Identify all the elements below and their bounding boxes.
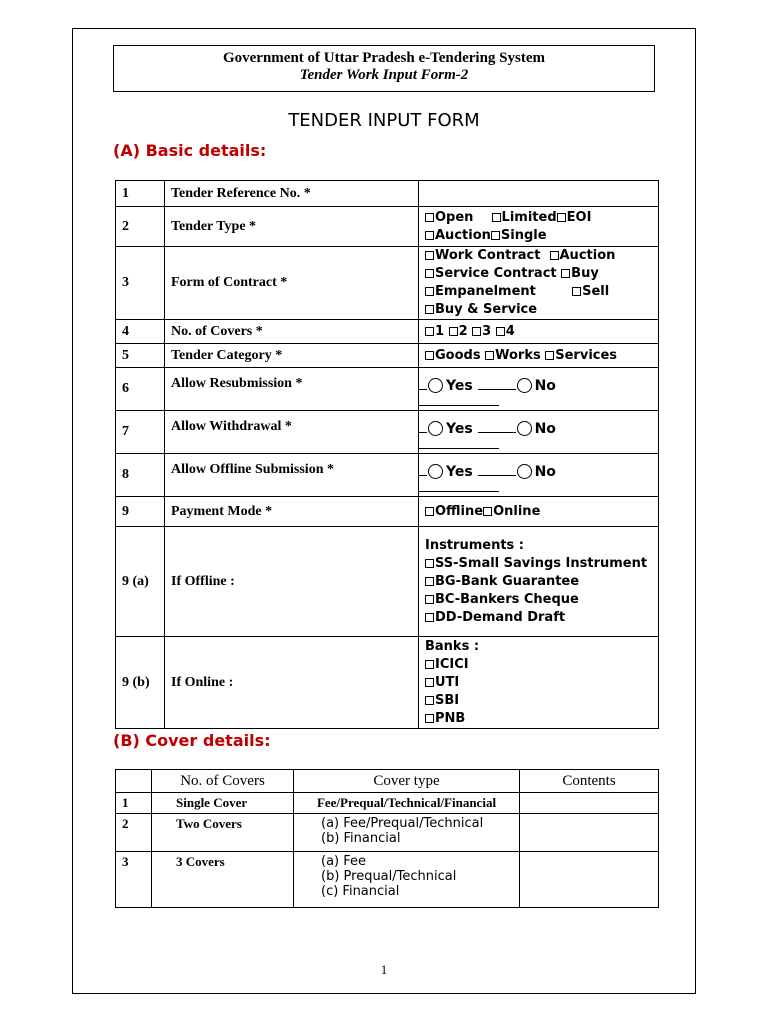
checkbox-icon [425, 327, 434, 336]
contents-cell [520, 814, 659, 852]
option-label: 1 [435, 323, 445, 339]
row-label: Tender Type * [165, 207, 419, 247]
checkbox-icon [425, 696, 434, 705]
checkbox-icon [483, 507, 492, 516]
checkbox-icon [425, 613, 434, 622]
checkbox-icon [496, 327, 505, 336]
option-label: 2 [458, 323, 468, 339]
option-label: Goods [435, 347, 481, 363]
covers-options [419, 320, 659, 344]
option-label: Auction [435, 227, 491, 243]
checkbox-icon [425, 559, 434, 568]
document-header [113, 45, 655, 92]
row-label: No. of Covers * [165, 320, 419, 344]
table-row [116, 344, 659, 368]
checkbox-auction[interactable] [550, 248, 616, 263]
checkbox-empanelment[interactable] [425, 284, 536, 299]
tender-type-options [419, 207, 659, 247]
table-row [116, 637, 659, 729]
checkbox-icon [425, 678, 434, 687]
checkbox-uti[interactable] [425, 675, 459, 690]
row-number: 9 (a) [116, 527, 165, 637]
option-label: EOI [566, 209, 592, 225]
option-label: Services [555, 347, 618, 363]
covers-cell: 3 Covers [152, 852, 294, 908]
table-row [116, 814, 659, 852]
radio-yes[interactable] [427, 464, 473, 480]
option-label: Yes [446, 464, 473, 480]
covers-cell: Single Cover [152, 793, 294, 814]
table-row [116, 368, 659, 411]
table-header-row [116, 770, 659, 793]
option-label: Yes [446, 421, 473, 437]
checkbox-icon [472, 327, 481, 336]
option-label: 3 [482, 323, 492, 339]
radio-yes[interactable] [427, 421, 473, 437]
row-number: 9 (b) [116, 637, 165, 729]
cover-details-table [115, 769, 659, 908]
checkbox-works[interactable] [485, 348, 541, 363]
option-label: No [534, 378, 556, 394]
table-row [116, 793, 659, 814]
option-label: Limited [501, 209, 557, 225]
row-number: 2 [116, 814, 152, 852]
tender-category-options [419, 344, 659, 368]
basic-details-table [115, 180, 659, 729]
cover-type-cell [294, 814, 520, 852]
checkbox-sbi[interactable] [425, 693, 459, 708]
row-label: Tender Category * [165, 344, 419, 368]
checkbox-icon [425, 714, 434, 723]
section-b-title: (B) Cover details: [113, 731, 271, 750]
radio-yes[interactable] [427, 378, 473, 394]
table-row [116, 454, 659, 497]
checkbox-icon [492, 213, 501, 222]
row-number: 9 [116, 497, 165, 527]
page-number: 1 [380, 962, 388, 977]
row-label: Allow Offline Submission * [165, 454, 419, 497]
option-label: SBI [435, 692, 460, 708]
checkbox-ss[interactable] [425, 556, 647, 571]
checkbox-auction[interactable] [425, 228, 491, 243]
option-label: No [534, 464, 556, 480]
checkbox-icon [557, 213, 566, 222]
checkbox-cover-4[interactable] [496, 324, 515, 339]
checkbox-icon [425, 287, 434, 296]
checkbox-bc[interactable] [425, 592, 579, 607]
table-row [116, 247, 659, 320]
row-label: Allow Withdrawal * [165, 411, 419, 454]
row-number: 4 [116, 320, 165, 344]
checkbox-pnb[interactable] [425, 711, 465, 726]
row-number: 3 [116, 247, 165, 320]
checkbox-icon [425, 595, 434, 604]
option-label: Works [495, 347, 541, 363]
table-row [116, 181, 659, 207]
cover-type-cell [294, 852, 520, 908]
checkbox-icon [485, 351, 494, 360]
row-label: Allow Resubmission * [165, 368, 419, 411]
row-number: 6 [116, 368, 165, 411]
checkbox-eoi[interactable] [557, 210, 592, 225]
column-header: Cover type [294, 770, 520, 793]
column-header [116, 770, 152, 793]
table-row [116, 207, 659, 247]
checkbox-limited[interactable] [492, 210, 557, 225]
checkbox-icon [545, 351, 554, 360]
row-number: 2 [116, 207, 165, 247]
checkbox-buy-and-service[interactable] [425, 302, 537, 317]
checkbox-sell[interactable] [572, 284, 609, 299]
cover-type-cell: Fee/Prequal/Technical/Financial [294, 793, 520, 814]
checkbox-icon [425, 660, 434, 669]
checkbox-services[interactable] [545, 348, 617, 363]
option-label: Yes [446, 378, 473, 394]
column-header: No. of Covers [152, 770, 294, 793]
row-number: 3 [116, 852, 152, 908]
option-label: UTI [435, 674, 460, 690]
checkbox-service-contract[interactable] [425, 266, 557, 281]
form-title: TENDER INPUT FORM [288, 110, 480, 131]
option-label: Buy & Service [435, 302, 538, 317]
table-row [116, 411, 659, 454]
cover-type-item: (b) Prequal/Technical [321, 869, 457, 884]
resubmission-radio-group [419, 368, 659, 411]
banks-heading: Banks : [425, 638, 480, 654]
checkbox-dd[interactable] [425, 610, 565, 625]
radio-icon [517, 378, 532, 393]
checkbox-work-contract[interactable] [425, 248, 540, 263]
option-label: PNB [435, 710, 466, 726]
option-label: No [534, 421, 556, 437]
option-label: SS-Small Savings Instrument [435, 555, 648, 571]
table-row [116, 497, 659, 527]
row-label: If Online : [165, 637, 419, 729]
checkbox-icici[interactable] [425, 657, 469, 672]
checkbox-icon [425, 351, 434, 360]
checkbox-icon [491, 231, 500, 240]
row-label: Form of Contract * [165, 247, 419, 320]
checkbox-icon [425, 251, 434, 260]
checkbox-cover-3[interactable] [472, 324, 491, 339]
cover-type-item: (b) Financial [321, 831, 401, 846]
section-a-title: (A) Basic details: [113, 141, 267, 160]
checkbox-cover-2[interactable] [449, 324, 468, 339]
table-row [116, 527, 659, 637]
checkbox-icon [425, 577, 434, 586]
checkbox-goods[interactable] [425, 348, 481, 363]
radio-icon [428, 378, 443, 393]
radio-icon [428, 464, 443, 479]
radio-no[interactable] [516, 464, 556, 480]
option-label: DD-Demand Draft [435, 609, 566, 625]
checkbox-icon [425, 507, 434, 516]
payment-mode-options [419, 497, 659, 527]
radio-no[interactable] [516, 378, 556, 394]
covers-cell: Two Covers [152, 814, 294, 852]
option-label: Work Contract [435, 248, 541, 263]
row-label: Tender Reference No. * [165, 181, 419, 207]
option-label: Online [493, 503, 541, 519]
option-label: BG-Bank Guarantee [435, 573, 580, 589]
checkbox-bg[interactable] [425, 574, 579, 589]
offline-submission-radio-group [419, 454, 659, 497]
contents-cell [520, 852, 659, 908]
option-label: Service Contract [435, 266, 557, 281]
option-label: Empanelment [435, 284, 536, 299]
radio-icon [428, 421, 443, 436]
row-number: 8 [116, 454, 165, 497]
option-label: Sell [582, 284, 610, 299]
option-label: 4 [505, 323, 515, 339]
table-row [116, 852, 659, 908]
header-subtitle: Tender Work Input Form-2 [299, 67, 469, 83]
option-label: Buy [571, 266, 599, 281]
withdrawal-radio-group [419, 411, 659, 454]
checkbox-icon [425, 231, 434, 240]
row-number: 1 [116, 181, 165, 207]
option-label: Open [435, 209, 474, 225]
row-label: If Offline : [165, 527, 419, 637]
row-number: 5 [116, 344, 165, 368]
radio-icon [517, 421, 532, 436]
instruments-options [419, 527, 659, 637]
checkbox-single[interactable] [491, 228, 547, 243]
cover-type-item: (a) Fee/Prequal/Technical [321, 816, 484, 831]
header-title: Government of Uttar Pradesh e-Tendering System [222, 50, 546, 66]
row-label: Payment Mode * [165, 497, 419, 527]
option-label: Single [500, 227, 547, 243]
cover-type-item: (c) Financial [321, 884, 400, 899]
checkbox-icon [572, 287, 581, 296]
checkbox-online[interactable] [483, 504, 540, 519]
option-label: Auction [559, 248, 616, 263]
checkbox-icon [425, 269, 434, 278]
checkbox-open[interactable] [425, 210, 473, 225]
checkbox-icon [449, 327, 458, 336]
checkbox-buy[interactable] [561, 266, 599, 281]
form-of-contract-options [419, 247, 659, 320]
option-label: BC-Bankers Cheque [435, 591, 579, 607]
column-header: Contents [520, 770, 659, 793]
option-label: ICICI [435, 656, 469, 672]
table-row [116, 320, 659, 344]
row-number: 7 [116, 411, 165, 454]
radio-icon [517, 464, 532, 479]
checkbox-cover-1[interactable] [425, 324, 444, 339]
checkbox-icon [550, 251, 559, 260]
checkbox-icon [425, 213, 434, 222]
row-number: 1 [116, 793, 152, 814]
checkbox-icon [425, 305, 434, 314]
radio-no[interactable] [516, 421, 556, 437]
contents-cell [520, 793, 659, 814]
checkbox-offline[interactable] [425, 504, 483, 519]
banks-options [419, 637, 659, 729]
instruments-heading: Instruments : [425, 537, 525, 553]
tender-reference-input[interactable] [419, 181, 659, 207]
checkbox-icon [561, 269, 570, 278]
option-label: Offline [435, 503, 484, 519]
cover-type-item: (a) Fee [321, 854, 367, 869]
